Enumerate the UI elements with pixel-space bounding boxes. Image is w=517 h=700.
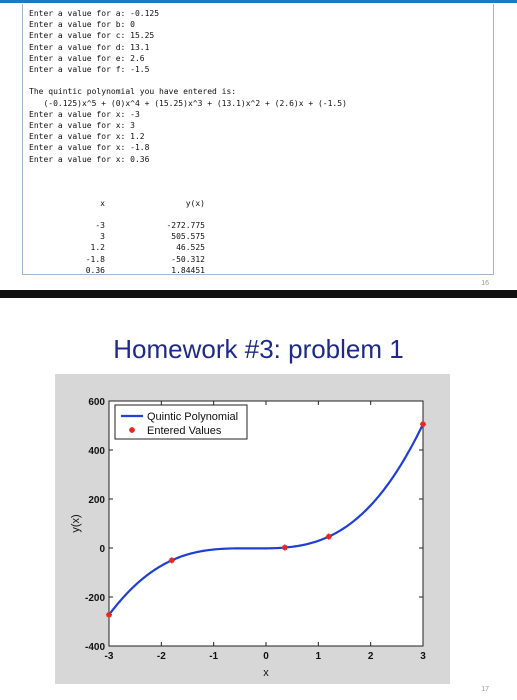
polynomial-chart [55,374,450,684]
x-tick-label: 3 [420,651,426,662]
x-tick-label: 2 [367,651,374,662]
table-cell-y: -272.775 [166,221,205,230]
matlab-console-output [22,4,494,275]
console-line: Enter a value for f: -1.5 [29,65,150,74]
console-line: Enter a value for d: 13.1 [29,42,150,52]
page-number-bottom: 17 [481,686,489,693]
console-line: Enter a value for x: 3 [29,121,135,130]
page-number-top: 16 [481,280,489,287]
x-tick-label: 1 [315,651,322,662]
table-cell-y: -50.312 [171,254,205,264]
y-tick-label: 400 [88,446,105,457]
top-slide [0,0,517,290]
x-tick-label: -1 [209,651,219,662]
console-line: Enter a value for b: 0 [29,20,135,30]
table-cell-x: 1.2 [90,243,105,253]
console-line: Enter a value for x: 0.36 [29,154,150,164]
console-line: The quintic polynomial you have entered is: [29,87,237,97]
y-tick-label: -400 [84,642,105,653]
table-cell-x: -1.8 [85,254,105,264]
table-header-y: y(x) [185,199,205,208]
x-tick-label: -2 [156,651,166,662]
table-header-x: x [100,199,105,208]
table-cell-y: 505.575 [171,232,205,242]
bottom-slide [0,298,517,700]
y-tick-label: 600 [88,397,105,408]
legend-label-entered: Entered Values [147,425,222,437]
console-line: Enter a value for a: -0.125 [29,9,160,18]
legend-label-quintic: Quintic Polynomial [147,411,239,423]
y-axis-label: y(x) [70,514,82,533]
console-line: Enter a value for x: -1.8 [29,143,150,153]
table-cell-x: 0.36 [85,265,105,275]
console-line: Enter a value for c: 15.25 [29,31,155,41]
x-axis-label: x [263,667,269,679]
slide-title: Homework #3: problem 1 [113,334,404,364]
table-cell-y: 1.84451 [171,265,205,275]
y-tick-label: 0 [99,544,105,555]
x-tick-label: 0 [263,651,269,662]
console-line: (-0.125)x^5 + (0)x^4 + (15.25)x^3 + (13.1)x^2 + (2.6)x + (-1.5) [29,98,347,108]
table-cell-x: -3 [95,221,105,230]
x-tick-label: -3 [104,651,114,662]
slide-accent-bar [0,0,517,3]
slide-divider [0,290,517,298]
console-line: Enter a value for e: 2.6 [29,53,145,63]
y-tick-label: -200 [84,593,105,604]
y-tick-label: 200 [88,495,105,506]
table-cell-x: 3 [100,232,105,242]
console-line: Enter a value for x: 1.2 [29,132,145,142]
console-line: Enter a value for x: -3 [29,109,140,119]
table-cell-y: 46.525 [176,243,205,253]
